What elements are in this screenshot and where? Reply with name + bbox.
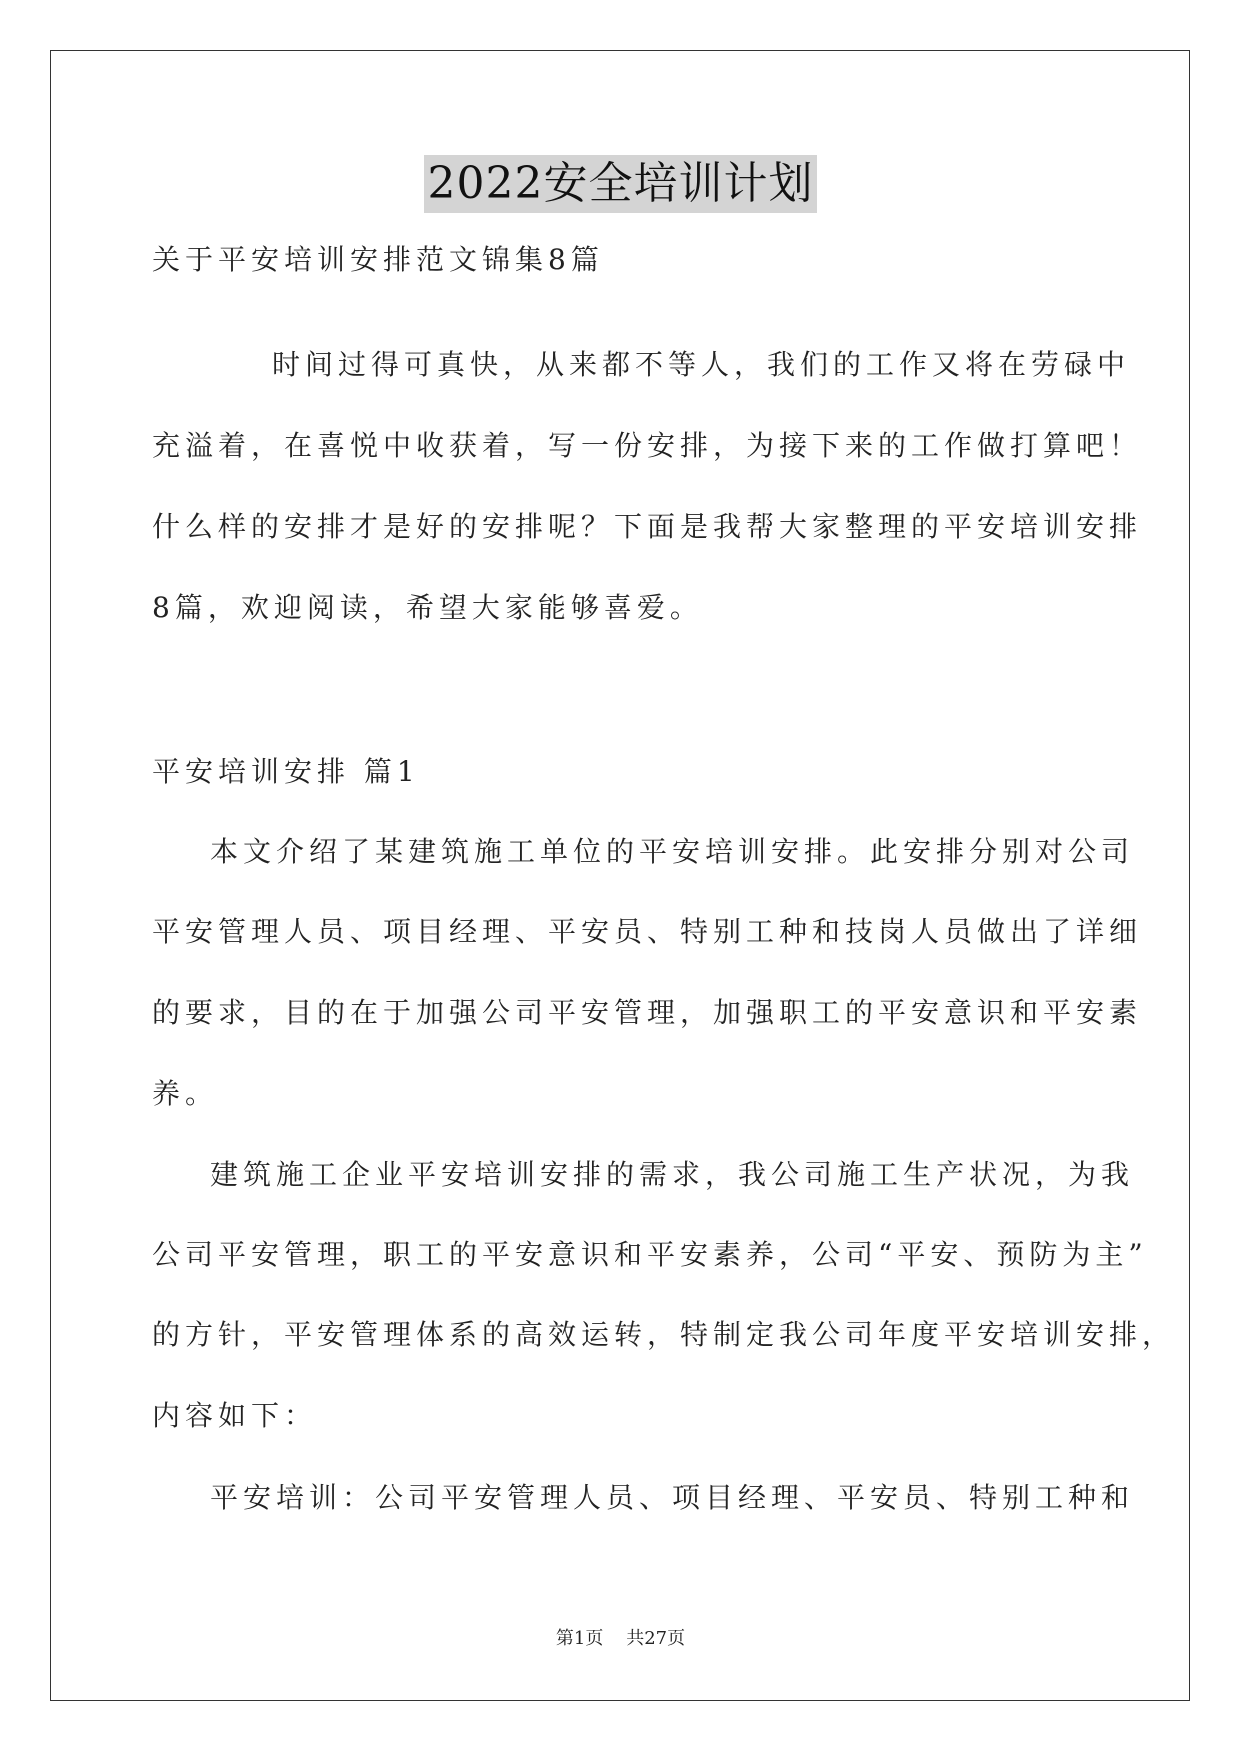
- page-number: 第1页: [555, 1628, 604, 1649]
- paragraph2-line-1: 建筑施工企业平安培训安排的需求，我公司施工生产状况，为我: [210, 1158, 1135, 1191]
- paragraph3-line-1: 平安培训：公司平安管理人员、项目经理、平安员、特别工种和: [210, 1481, 1135, 1514]
- paragraph1-line-2: 平安管理人员、项目经理、平安员、特别工种和技岗人员做出了详细: [152, 915, 1143, 948]
- paragraph1-line-3: 的要求，目的在于加强公司平安管理，加强职工的平安意识和平安素: [152, 996, 1143, 1029]
- paragraph2-line-2: 公司平安管理，职工的平安意识和平安素养，公司“平安、预防为主”: [152, 1238, 1148, 1271]
- intro-line-4: 8篇，欢迎阅读，希望大家能够喜爱。: [152, 591, 703, 624]
- document-subtitle: 关于平安培训安排范文锦集8篇: [152, 243, 604, 276]
- intro-line-1: 时间过得可真快，从来都不等人，我们的工作又将在劳碌中: [272, 348, 1131, 381]
- section-heading: 平安培训安排 篇1: [152, 755, 420, 788]
- paragraph1-line-1: 本文介绍了某建筑施工单位的平安培训安排。此安排分别对公司: [210, 835, 1135, 868]
- intro-line-3: 什么样的安排才是好的安排呢？下面是我帮大家整理的平安培训安排: [152, 510, 1143, 543]
- intro-line-2: 充溢着，在喜悦中收获着，写一份安排，为接下来的工作做打算吧！: [152, 429, 1143, 462]
- paragraph2-line-3: 的方针，平安管理体系的高效运转，特制定我公司年度平安培训安排，: [152, 1318, 1176, 1351]
- document-title: 2022安全培训计划: [424, 155, 818, 213]
- title-container: [0, 155, 1241, 213]
- page-total: 共27页: [626, 1628, 686, 1649]
- page-border: [50, 50, 1190, 1701]
- paragraph2-line-4: 内容如下：: [152, 1399, 318, 1432]
- paragraph1-line-4: 养。: [152, 1077, 219, 1110]
- page-footer: [0, 1627, 1241, 1651]
